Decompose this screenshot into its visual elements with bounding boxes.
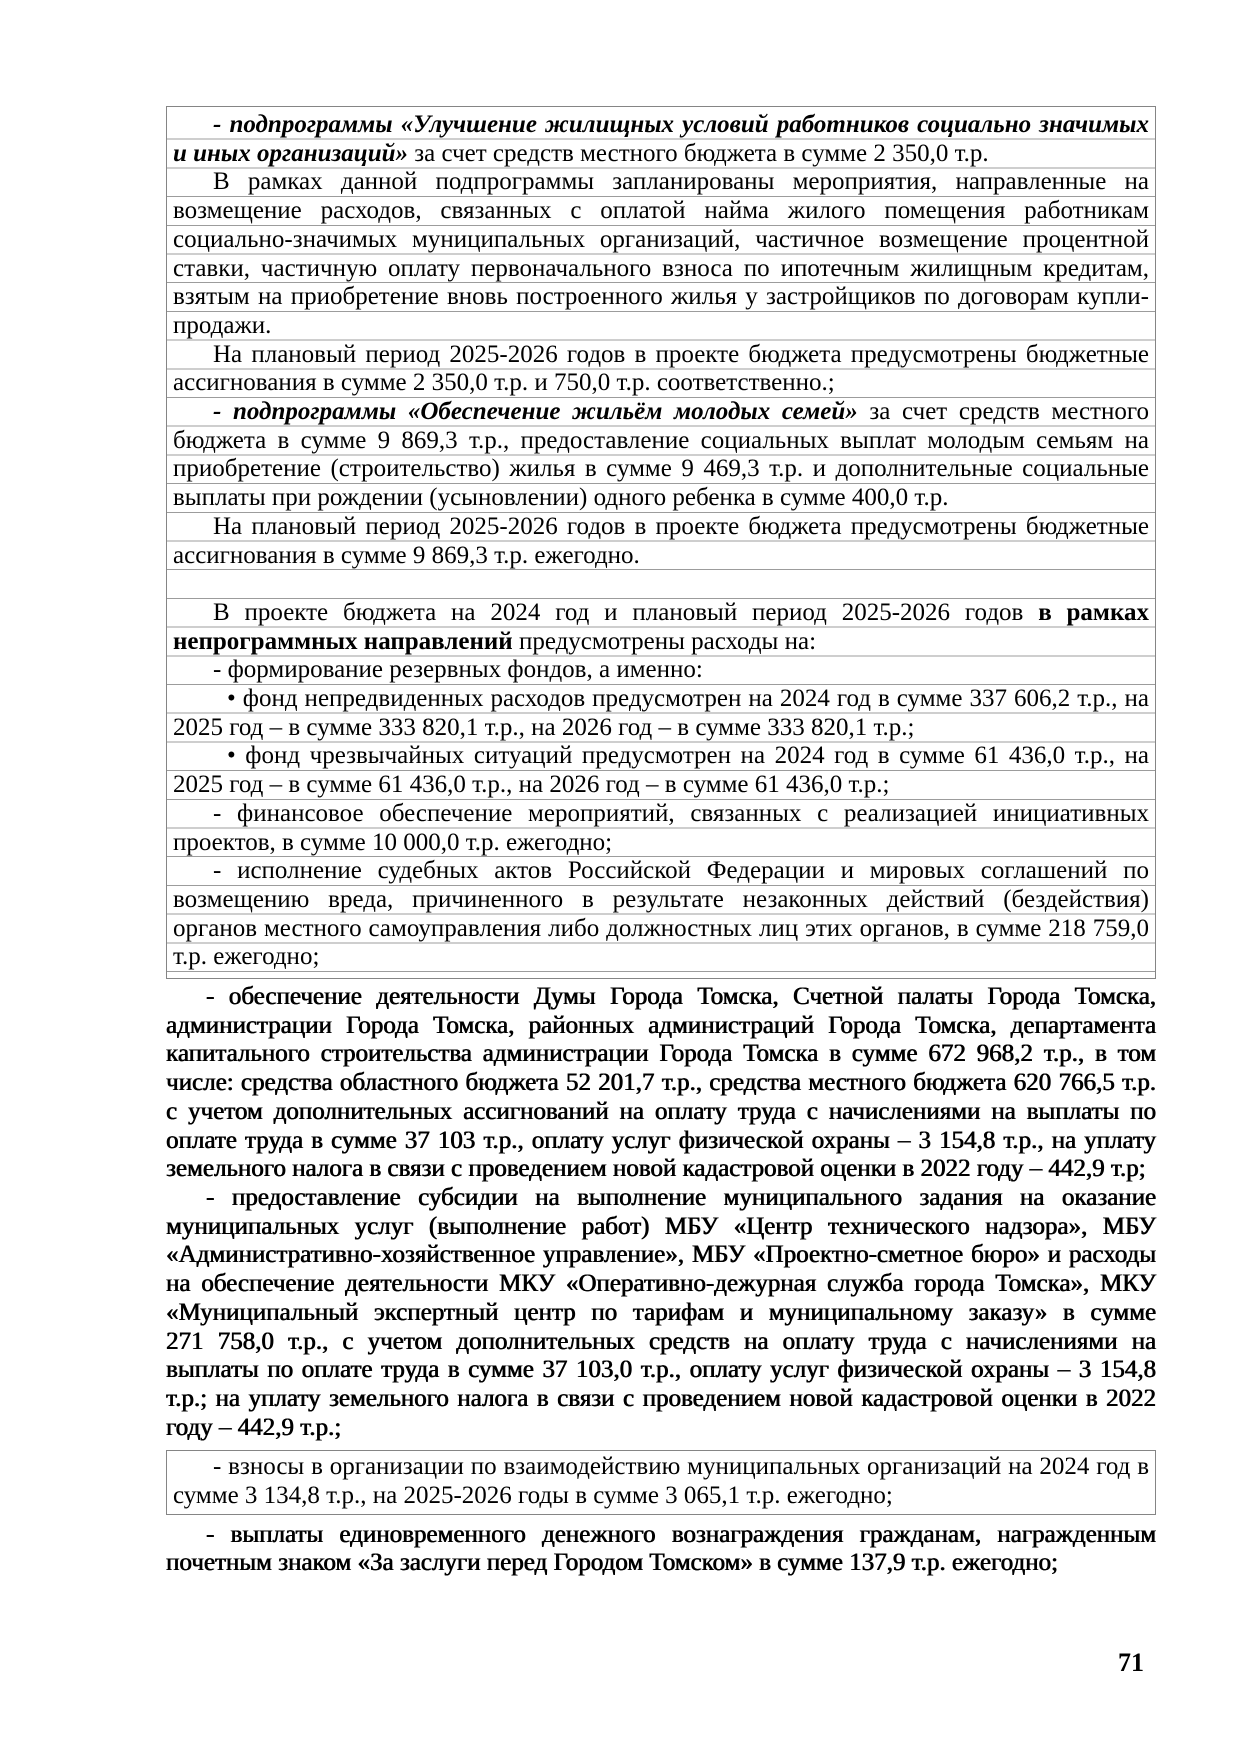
bold-run: в рамках непрограммных направлений [173, 598, 1149, 655]
paragraph-nonprogram-intro [173, 599, 1149, 656]
boxed-text-block [166, 106, 1156, 979]
text-run: за счет средств местного бюджета в сумме 2 350,0 т.р. [408, 139, 989, 167]
paragraph-subprogram-young-families [173, 398, 1149, 513]
bold-italic-run: - подпрограммы «Улучшение жилищных условий работников социально значимых и иных организаций» [173, 111, 1149, 167]
paragraph-judicial-acts: - исполнение судебных актов Российской Федерации и мировых соглашений по возмещению вреда, причиненного в результате незаконных действий (бездействия) органов местного самоуправления либо должностных лиц этих органов, в сумме 218 759,0 т.р. ежегодно; [173, 857, 1149, 971]
text-column [166, 106, 1156, 1578]
paragraph-government-bodies-support: - обеспечение деятельности Думы Города Томска, Счетной палаты Города Томска, администрации Города Томска, районных администраций Города Томска, департамента капитального строительства администрации Города Томска в сумме 672 968,2 т.р., в том числе: средства областного бюджета 52 201,7 т.р., средства местного бюджета 620 766,5 т.р. с учетом дополнительных ассигнований на оплату труда с начислениями на выплаты по оплате труда в сумме 37 103 т.р., оплату услуг физической охраны – 3 154,8 т.р., на уплату земельного налога в связи с проведением новой кадастровой оценки в 2022 году – 442,9 т.р; [166, 983, 1156, 1183]
page-number: 71 [1118, 1648, 1144, 1677]
paragraph-honorary-badge-payments: - выплаты единовременного денежного вознаграждения гражданам, награжденным почетным знаком «За заслуги перед Городом Томском» в сумме 137,9 т.р. ежегодно; [166, 1520, 1156, 1577]
paragraph-subprogram-housing-improvement [173, 111, 1149, 168]
text-run: предусмотрены расходы на: [512, 627, 817, 655]
paragraph-municipal-subsidies: - предоставление субсидии на выполнение муниципального задания на оказание муниципальных услуг (выполнение работ) МБУ «Центр технического надзора», МБУ «Административно-хозяйственное управление», МБУ «Проектно-сметное бюро» и расходы на обеспечение деятельности МКУ «Оперативно-дежурная служба города Томска», МКУ «Муниципальный экспертный центр по тарифам и муниципальному заказу» в сумме 271 758,0 т.р., с учетом дополнительных средств на оплату труда с начислениями на выплаты по оплате труда в сумме 37 103,0 т.р., оплату услуг физической охраны – 3 154,8 т.р.; на уплату земельного налога в связи с проведением новой кадастровой оценки в 2022 году – 442,9 т.р.; [166, 1184, 1156, 1441]
paragraph-initiative-projects: - финансовое обеспечение мероприятий, связанных с реализацией инициативных проектов, в сумме 10 000,0 т.р. ежегодно; [173, 799, 1149, 856]
paragraph-reserve-funds: - формирование резервных фондов, а именно: [213, 656, 703, 684]
paragraph-emergency-situations-fund: • фонд чрезвычайных ситуаций предусмотрен на 2024 год в сумме 61 436,0 т.р., на 2025 год – в сумме 61 436,0 т.р., на 2026 год – в сумме 61 436,0 т.р.; [173, 742, 1149, 799]
text-run: В проекте бюджета на 2024 год и плановый период 2025-2026 годов [213, 598, 1039, 626]
text-run: за счет средств местного бюджета в сумме 9 869,3 т.р., предоставление социальных выплат молодым семьям на приобретение (строительство) жилья в сумме 9 469,3 т.р. и дополнительные социальные выплаты при рождении (усыновлении) одного ребенка в сумме 400,0 т.р. [173, 398, 1149, 512]
paragraph-planned-assignments-9869: На плановый период 2025-2026 годов в проекте бюджета предусмотрены бюджетные ассигнования в сумме 9 869,3 т.р. ежегодно. [173, 512, 1149, 569]
boxed-text-block-contributions [166, 1450, 1156, 1514]
paragraph-organization-contributions: - взносы в организации по взаимодействию муниципальных организаций на 2024 год в сумме 3 134,8 т.р., на 2025-2026 годы в сумме 3 065,1 т.р. ежегодно; [173, 1453, 1149, 1510]
bold-italic-run: - подпрограммы «Обеспечение жильём молодых семей» [213, 398, 858, 426]
paragraph-planned-assignments-2350: На плановый период 2025-2026 годов в проекте бюджета предусмотрены бюджетные ассигнования в сумме 2 350,0 т.р. и 750,0 т.р. соответственно.; [173, 340, 1149, 397]
paragraph-unforeseen-expenses-fund: • фонд непредвиденных расходов предусмотрен на 2024 год в сумме 337 606,2 т.р., на 2025 год – в сумме 333 820,1 т.р., на 2026 год – в сумме 333 820,1 т.р.; [173, 685, 1149, 741]
paragraph-subprogram-measures: В рамках данной подпрограммы запланированы мероприятия, направленные на возмещение расходов, связанных с оплатой найма жилого помещения работникам социально-значимых муниципальных организаций, частичное возмещение процентной ставки, частичную оплату первоначального взноса по ипотечным жилищным кредитам, взятым на приобретение вновь построенного жилья у застройщиков по договорам купли-продажи. [173, 168, 1149, 339]
blank-line [173, 570, 1149, 599]
